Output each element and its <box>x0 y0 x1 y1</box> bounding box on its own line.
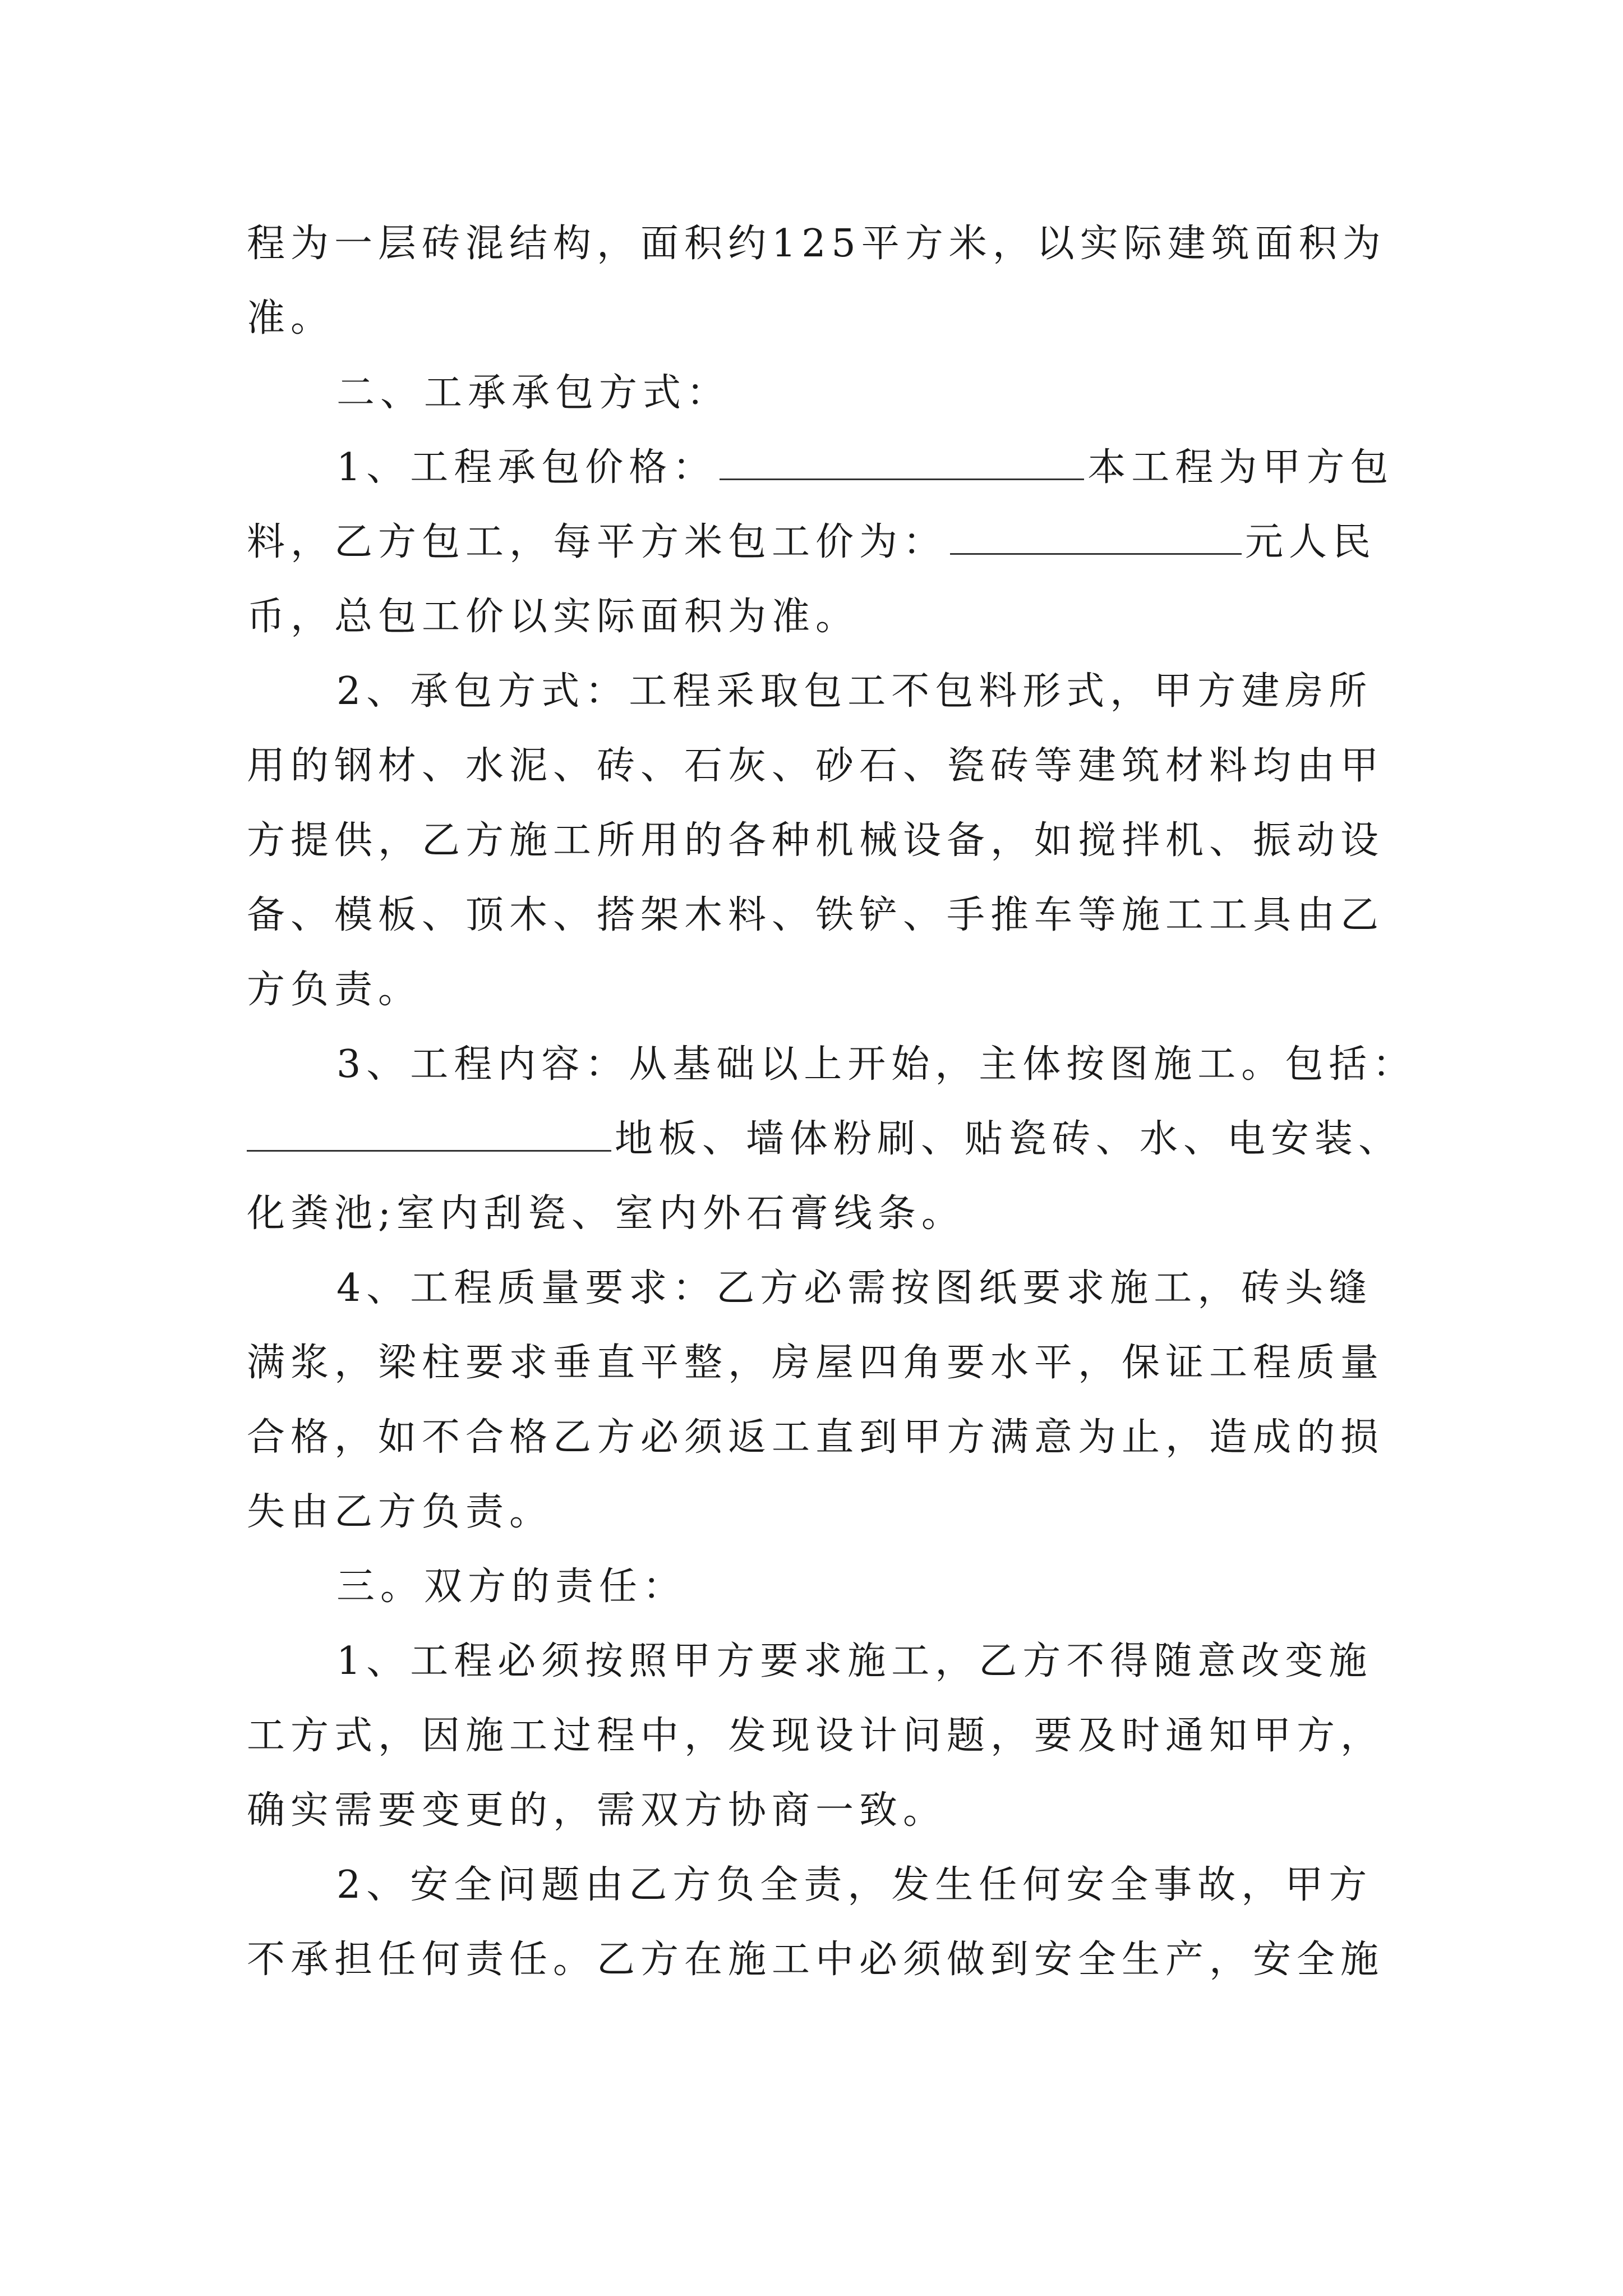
text-line <box>247 213 1386 275</box>
text-line <box>247 959 422 1021</box>
text-line <box>336 1855 1372 1916</box>
text-segment: 1、工程承包价格： <box>336 445 717 490</box>
text-segment: 2、承包方式：工程采取包工不包料形式，甲方建房所 <box>336 669 1373 714</box>
text-line <box>247 735 1384 797</box>
text-line <box>247 1407 1384 1469</box>
text-line <box>247 1929 1384 1991</box>
text-segment: 满浆，梁柱要求垂直平整，房屋四角要水平，保证工程质量 <box>247 1341 1385 1385</box>
blank-field <box>247 1115 611 1152</box>
text-segment: 工方式，因施工过程中，发现设计问题，要及时通知甲方， <box>247 1714 1385 1758</box>
text-line <box>336 437 1394 499</box>
text-segment: 合格，如不合格乙方必须返工直到甲方满意为止，造成的损 <box>247 1415 1385 1460</box>
text-line <box>336 1034 1416 1096</box>
text-segment: 不承担任何责任。乙方在施工中必须做到安全生产，安全施 <box>247 1938 1385 1982</box>
text-segment: 2、安全问题由乙方负全责，发生任何安全事故，甲方 <box>336 1863 1373 1907</box>
text-segment: 备、模板、顶木、搭架木料、铁铲、手推车等施工工具由乙 <box>247 893 1385 937</box>
section-heading <box>336 1556 686 1618</box>
text-line <box>247 1481 553 1543</box>
text-segment: 1、工程必须按照甲方要求施工，乙方不得随意改变施 <box>336 1639 1373 1683</box>
blank-field <box>720 444 1084 480</box>
text-segment: 失由乙方负责。 <box>247 1490 554 1534</box>
text-segment: 确实需要变更的，需双方协商一致。 <box>247 1788 947 1833</box>
section-heading <box>336 362 730 424</box>
text-segment: 料，乙方包工，每平方米包工价为： <box>247 520 947 564</box>
text-segment: 币，总包工价以实际面积为准。 <box>247 595 860 639</box>
text-line <box>247 810 1384 872</box>
text-segment: 方负责。 <box>247 968 422 1012</box>
text-segment: 地板、墙体粉刷、贴瓷砖、水、电安装、 <box>615 1117 1403 1161</box>
text-segment: 二、工承承包方式： <box>336 371 731 415</box>
text-line <box>247 512 1376 573</box>
text-segment: 本工程为甲方包 <box>1087 445 1394 490</box>
text-segment: 程为一层砖混结构，面积约125平方米，以实际建筑面积为 <box>247 222 1386 266</box>
text-line <box>247 1705 1384 1767</box>
blank-field <box>950 518 1242 555</box>
text-line <box>247 1183 965 1245</box>
text-segment: 元人民 <box>1245 520 1377 564</box>
text-line <box>247 1780 947 1842</box>
text-segment: 4、工程质量要求：乙方必需按图纸要求施工，砖头缝 <box>336 1266 1373 1310</box>
text-segment: 方提供，乙方施工所用的各种机械设备，如搅拌机、振动设 <box>247 818 1385 863</box>
text-line <box>247 586 859 648</box>
text-segment: 三。双方的责任： <box>336 1565 687 1609</box>
text-segment: 3、工程内容：从基础以上开始，主体按图施工。包括： <box>336 1042 1417 1087</box>
text-line <box>247 288 334 349</box>
text-line <box>336 1258 1372 1319</box>
text-line <box>247 885 1384 946</box>
text-segment: 用的钢材、水泥、砖、石灰、砂石、瓷砖等建筑材料均由甲 <box>247 744 1385 788</box>
text-line <box>247 1108 1402 1170</box>
text-line <box>336 1631 1372 1692</box>
text-line <box>247 1332 1384 1394</box>
text-line <box>336 661 1372 723</box>
text-segment: 准。 <box>247 296 335 341</box>
text-segment: 化粪池;室内刮瓷、室内外石膏线条。 <box>247 1191 965 1236</box>
